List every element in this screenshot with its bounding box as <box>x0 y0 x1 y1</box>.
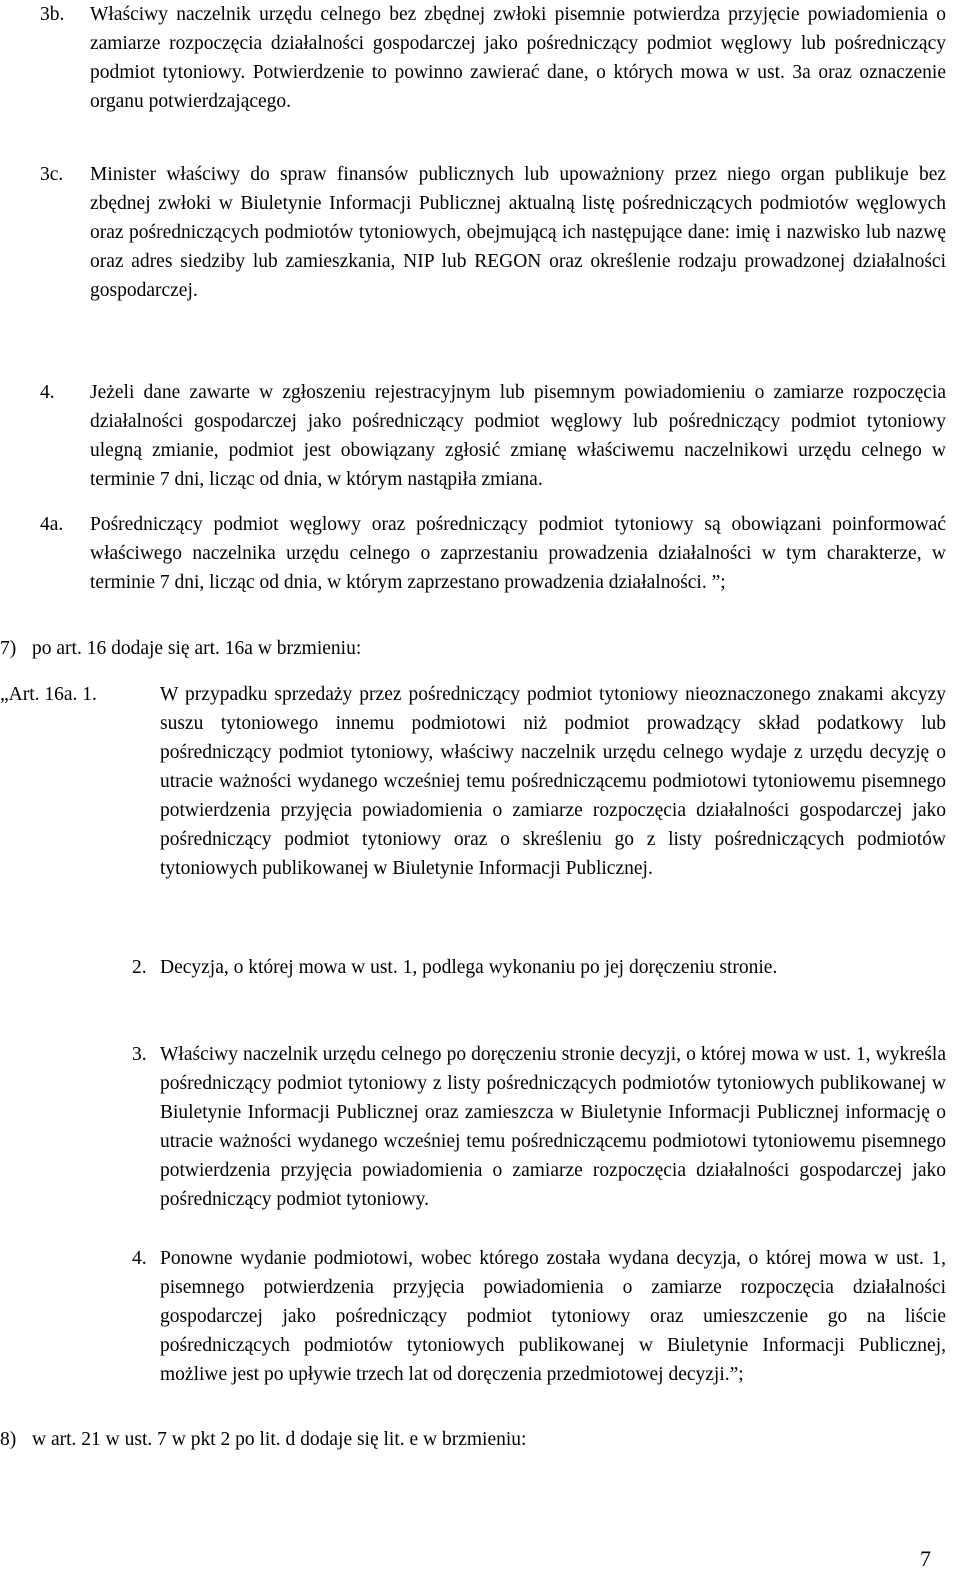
article-16a-paragraph-number-3: 3. <box>132 1044 147 1065</box>
article-16a-paragraph-1-text: W przypadku sprzedaży przez pośredniczący podmiot tytoniowy nieoznaczonego znakami akcyzy suszu tytoniowego innemu podmiotowi niż podmiot prowadzący skład podatkowy lub pośredniczący podmiot tytoniowy, właściwy naczelnik urzędu celnego wydaje z urzędu decyzję o utracie ważności wydanego wcześniej temu pośredniczącemu podmiotowi tytoniowemu pisemnego potwierdzenia przyjęcia powiadomienia o zamiarze rozpoczęcia działalności gospodarczej jako pośredniczący podmiot tytoniowy oraz o skreśleniu go z listy pośredniczących podmiotów tytoniowych publikowanej w Biuletynie Informacji Publicznej. <box>160 684 946 879</box>
paragraph-3c-text: Minister właściwy do spraw finansów publicznych lub upoważniony przez niego organ publikuje bez zbędnej zwłoki w Biuletynie Informacji Publicznej aktualną listę pośredniczących podmiotów węglowych oraz pośredniczących podmiotów tytoniowych, obejmującą ich następujące dane: imię i nazwisko lub nazwę oraz adres siedziby lub zamieszkania, NIP lub REGON oraz określenie rodzaju prowadzonej działalności gospodarczej. <box>90 164 946 301</box>
paragraph-4-text: Jeżeli dane zawarte w zgłoszeniu rejestracyjnym lub pisemnym powiadomieniu o zamiarze rozpoczęcia działalności gospodarczej jako pośredniczący podmiot węglowy lub pośredniczący podmiot tytoniowy ulegną zmianie, podmiot jest obowiązany zgłosić zmianę właściwemu naczelnikowi urzędu celnego w terminie 7 dni, licząc od dnia, w którym nastąpiła zmiana. <box>90 382 946 490</box>
item-number-8: 8) <box>0 1429 17 1450</box>
article-16a-heading: „Art. 16a. 1. <box>0 684 97 705</box>
paragraph-number-4: 4. <box>40 382 55 403</box>
article-16a-paragraph-number-2: 2. <box>132 957 147 978</box>
article-16a-paragraph-3-text: Właściwy naczelnik urzędu celnego po doręczeniu stronie decyzji, o której mowa w ust. 1, wykreśla pośredniczący podmiot tytoniowy z listy pośredniczących podmiotów tytoniowych publikowanej w Biuletynie Informacji Publicznej oraz zamieszcza w Biuletynie Informacji Publicznej informację o utracie ważności wydanego wcześniej temu pośredniczącemu podmiotowi tytoniowemu pisemnego potwierdzenia przyjęcia powiadomienia o zamiarze rozpoczęcia działalności gospodarczej jako pośredniczący podmiot tytoniowy. <box>160 1044 946 1210</box>
paragraph-number-4a: 4a. <box>40 514 64 535</box>
page-number: 7 <box>920 1546 931 1571</box>
paragraph-number-3c: 3c. <box>40 164 64 185</box>
paragraph-3b-text: Właściwy naczelnik urzędu celnego bez zbędnej zwłoki pisemnie potwierdza przyjęcie powiadomienia o zamiarze rozpoczęcia działalności gospodarczej jako pośredniczący podmiot węglowy lub pośredniczący podmiot tytoniowy. Potwierdzenie to powinno zawierać dane, o których mowa w ust. 3a oraz oznaczenie organu potwierdzającego. <box>90 4 946 112</box>
article-16a-paragraph-number-4: 4. <box>132 1248 147 1269</box>
item-number-7: 7) <box>0 638 17 659</box>
paragraph-4a-text: Pośredniczący podmiot węglowy oraz pośredniczący podmiot tytoniowy są obowiązani poinformować właściwego naczelnika urzędu celnego o zaprzestaniu prowadzenia działalności w tym charakterze, w terminie 7 dni, licząc od dnia, w którym zaprzestano prowadzenia działalności. ”; <box>90 514 946 593</box>
article-16a-paragraph-4-text: Ponowne wydanie podmiotowi, wobec którego została wydana decyzja, o której mowa w ust. 1, pisemnego potwierdzenia przyjęcia powiadomienia o zamiarze rozpoczęcia działalności gospodarczej jako pośredniczący podmiot tytoniowy oraz umieszczenie go na liście pośredniczących podmiotów tytoniowych publikowanej w Biuletynie Informacji Publicznej, możliwe jest po upływie trzech lat od doręczenia przedmiotowej decyzji.”; <box>160 1248 946 1385</box>
paragraph-number-3b: 3b. <box>40 4 65 25</box>
item-8-text: w art. 21 w ust. 7 w pkt 2 po lit. d dodaje się lit. e w brzmieniu: <box>32 1429 527 1450</box>
item-7-text: po art. 16 dodaje się art. 16a w brzmieniu: <box>32 638 362 659</box>
article-16a-paragraph-2-text: Decyzja, o której mowa w ust. 1, podlega wykonaniu po jej doręczeniu stronie. <box>160 957 778 978</box>
